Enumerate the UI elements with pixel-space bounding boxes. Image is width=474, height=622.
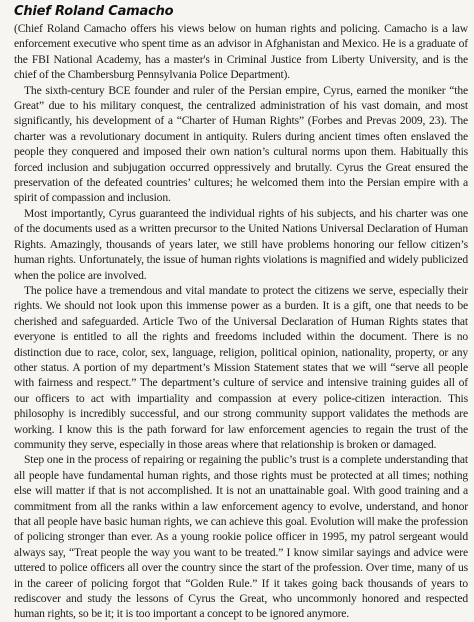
page-heading: Chief Roland Camacho xyxy=(14,4,174,19)
article-body xyxy=(14,21,468,622)
body-paragraph: The police have a tremendous and vital mandate to protect the citizens we serve, especially their rights. We should not look upon this immense power as a burden. It is a gift, one that needs to be cherished and safeguarded. Article Two of the Universal Declaration of Human Rights states that everyone is entitled to all the rights and freedoms included within the document. There is no distinction due to race, color, sex, language, religion, political opinion, nationality, property, or any other status. A portion of my department’s Mission Statement states that we will “serve all people with fairness and respect.” The department’s culture of service and intensive training guides all of our officers to act with impartiality and compassion at every police-citizen interaction. This philosophy is incredibly successful, and our strong community support validates the methods are working. I know this is the path forward for law enforcement agencies to regain the trust of the community they serve, especially in those areas where that relationship is broken or damaged. xyxy=(14,283,468,451)
intro-paragraph: (Chief Roland Camacho offers his views below on human rights and policing. Camacho is a law enforcement executive who spent time as an advisor in Afghanistan and Mexico. He is a graduate of the FBI National Academy, has a master's in Criminal Justice from Liberty University, and is the chief of the Chambersburg Pennsylvania Police Department). xyxy=(14,22,468,82)
body-paragraph: Step one in the process of repairing or regaining the public’s trust is a complete understanding that all people have fundamental human rights, and those rights must be protected at all times; nothing else will matter if that is not accomplished. It is not an unattainable goal. With good training and a commitment from all the ranks within a law enforcement agency to evolve, understand, and honor that all people have basic human rights, we can achieve this goal. Evolution will make the profession of policing stronger than ever. As a young rookie police officer in 1995, my patrol sergeant would always say, “Treat people the way you want to be treated.” I know similar sayings and advice were uttered to police officers all over the country since the start of the profession. Over time, many of us in the career of policing forgot that “Golden Rule.” If it takes going back thousands of years to rediscover and study the lessons of Cyrus the Great, who uncommonly honored and respected human rights, so be it; it is too important a concept to be ignored anymore. xyxy=(14,453,468,621)
body-paragraph: The sixth-century BCE founder and ruler of the Persian empire, Cyrus, earned the moniker “the Great” due to his military conquest, the centralized administration of his vast domain, and most significantly, his development of a “Charter of Human Rights” (Forbes and Prevas 2009, 23). The charter was a revolutionary document in antiquity. Rulers during ancient times often enslaved the people they conquered and imposed their own nation’s cultural norms upon them. Habitually this forced inclusion and subjugation occurred oppressively and brutally. Cyrus the Great ensured the preservation of the defeated countries’ cultures; he welcomed them into the Persian empire with a spirit of compassion and inclusion. xyxy=(14,83,468,205)
body-paragraph: Most importantly, Cyrus guaranteed the individual rights of his subjects, and his charter was one of the documents used as a written precursor to the United Nations Universal Declaration of Human Rights. Amazingly, thousands of years later, we still have problems honoring our fellow citizen’s human rights. Unfortunately, the issue of human rights violations is magnified and widely publicized when the police are involved. xyxy=(14,206,468,282)
